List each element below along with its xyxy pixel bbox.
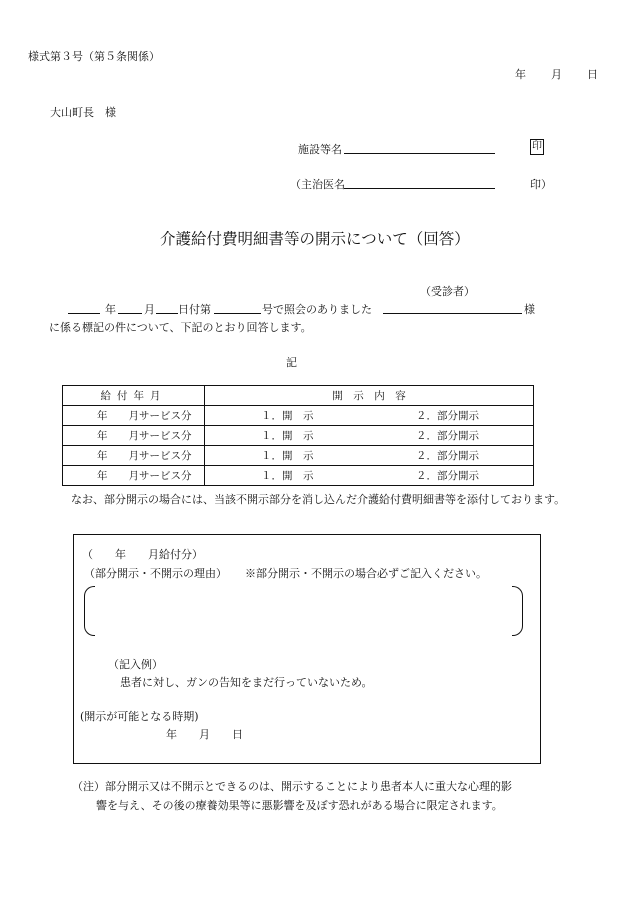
option-disclose[interactable]: １．開 示 — [261, 410, 314, 422]
disclosure-period-label: (開示が可能となる時期) — [80, 710, 199, 723]
ki-label: 記 — [286, 356, 297, 369]
reason-label: （部分開示・不開示の理由） — [84, 567, 227, 580]
doctor-seal: 印） — [530, 178, 552, 191]
form-number: 様式第３号（第５条関係） — [28, 50, 160, 63]
example-text: 患者に対し、ガンの告知をまだ行っていないため。 — [120, 676, 373, 689]
table-row — [63, 446, 534, 466]
ref-year-label: 年 — [105, 303, 116, 316]
option-partial-disclose[interactable]: ２．部分開示 — [416, 410, 479, 422]
doctor-name-field[interactable] — [344, 188, 495, 189]
footnote-line-1: （注）部分開示又は不開示とできるのは、開示することにより患者本人に重大な心理的影 — [72, 780, 512, 793]
body-text: に係る標記の件について、下記のとおり回答します。 — [49, 321, 312, 334]
ref-month-label: 月 — [144, 303, 155, 316]
table-row — [63, 406, 534, 426]
reason-input-area[interactable] — [98, 589, 508, 633]
service-month-cell[interactable]: 年 月サービス分 — [97, 450, 192, 462]
ref-number-field[interactable] — [214, 313, 261, 314]
table-row — [63, 426, 534, 446]
option-partial-disclose[interactable]: ２．部分開示 — [416, 470, 479, 482]
service-month-cell[interactable]: 年 月サービス分 — [97, 410, 192, 422]
option-partial-disclose[interactable]: ２．部分開示 — [416, 430, 479, 442]
example-label: （記入例） — [108, 658, 163, 671]
service-month-cell[interactable]: 年 月サービス分 — [97, 470, 192, 482]
patient-name-field[interactable] — [383, 313, 522, 314]
ref-number-label: 号で照会のありました — [262, 303, 372, 316]
response-date: 年 月 日 — [515, 68, 599, 81]
ref-year-field[interactable] — [68, 313, 100, 314]
partial-disclosure-note: なお、部分開示の場合には、当該不開示部分を消し込んだ介護給付費明細書等を添付しております。 — [71, 493, 566, 506]
disclosure-table — [62, 385, 534, 486]
facility-seal: 印 — [530, 139, 544, 155]
option-disclose[interactable]: １．開 示 — [261, 430, 314, 442]
option-disclose[interactable]: １．開 示 — [261, 450, 314, 462]
addressee: 大山町長 様 — [50, 106, 116, 119]
benefit-month-line: （ 年 月給付分） — [82, 548, 203, 561]
reason-bracket-right — [512, 586, 523, 636]
doctor-label: （主治医名 — [290, 178, 345, 191]
table-header-row — [63, 386, 534, 406]
ref-day-label: 日付第 — [178, 303, 211, 316]
facility-name-field[interactable] — [344, 153, 495, 154]
service-month-cell[interactable]: 年 月サービス分 — [97, 430, 192, 442]
table-row — [63, 466, 534, 486]
reason-bracket-left — [84, 586, 95, 636]
header-disclosure-content: 開 示 内 容 — [332, 390, 406, 402]
header-benefit-month: 給付年月 — [100, 390, 167, 402]
patient-sama: 様 — [524, 303, 535, 316]
disclosure-period-date[interactable]: 年 月 日 — [166, 728, 243, 741]
facility-label: 施設等名 — [298, 143, 342, 156]
reason-note: ※部分開示・不開示の場合必ずご記入ください。 — [245, 567, 487, 580]
ref-month-field[interactable] — [118, 313, 142, 314]
ref-day-field[interactable] — [156, 313, 178, 314]
document-title: 介護給付費明細書等の開示について（回答） — [160, 230, 470, 248]
option-partial-disclose[interactable]: ２．部分開示 — [416, 450, 479, 462]
option-disclose[interactable]: １．開 示 — [261, 470, 314, 482]
patient-label: （受診者） — [420, 285, 475, 298]
footnote-line-2: 響を与え、その後の療養効果等に悪影響を及ぼす恐れがある場合に限定されます。 — [96, 799, 503, 812]
